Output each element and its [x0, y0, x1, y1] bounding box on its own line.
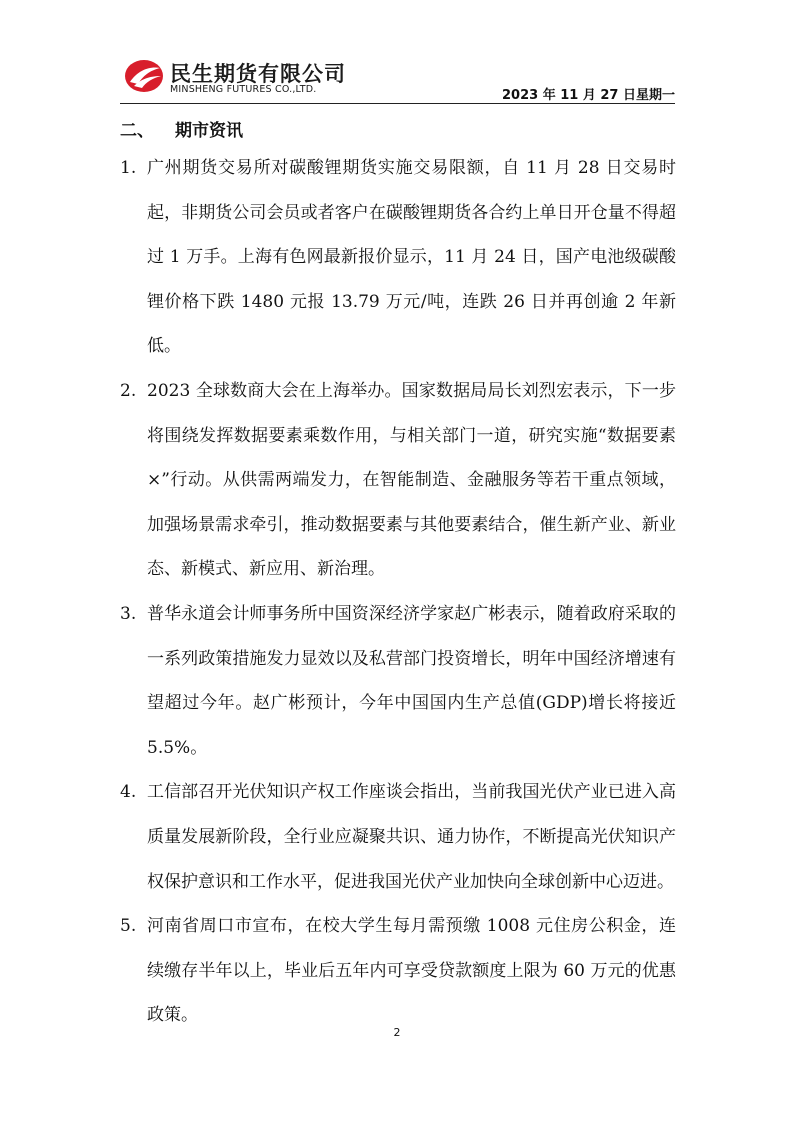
- news-item-number: 1.: [120, 158, 137, 178]
- company-logo: [124, 54, 364, 98]
- news-item-number: 4.: [120, 782, 137, 803]
- page-number: 2: [393, 1026, 401, 1039]
- news-item-4: [120, 770, 676, 904]
- news-item-1: [120, 146, 676, 369]
- section-heading: [120, 116, 243, 141]
- page-header: [120, 52, 675, 104]
- news-item-number: 3.: [120, 603, 137, 624]
- news-item-text: 河南省周口市宣布，在校大学生每月需预缴 1008 元住房公积金，连续缴存半年以上，毕业后五年内可享受贷款额度上限为 60 万元的优惠政策。: [147, 916, 676, 1026]
- news-item-text: 2023 全球数商大会在上海举办。国家数据局局长刘烈宏表示，下一步将围绕发挥数据要素乘数作用，与相关部门一道，研究实施“数据要素×”行动。从供需两端发力，在智能制造、金融服务等若干重点领域，加强场景需求牵引，推动数据要素与其他要素结合，催生新产业、新业态、新模式、新应用、新治理。: [147, 380, 676, 580]
- section-number: 二、: [120, 121, 154, 141]
- news-item-text: 普华永道会计师事务所中国资深经济学家赵广彬表示，随着政府采取的一系列政策措施发力显效以及私营部门投资增长，明年中国经济增速有望超过今年。赵广彬预计，今年中国国内生产总值(GDP)增长将接近 5.5%。: [147, 603, 676, 758]
- news-item-2: [120, 369, 676, 592]
- header-divider: [120, 103, 675, 104]
- minsheng-logo-icon: [124, 58, 164, 94]
- logo-chinese-name: 民生期货有限公司: [170, 62, 346, 86]
- news-item-3: [120, 592, 676, 770]
- news-item-text: 广州期货交易所对碳酸锂期货实施交易限额，自 11 月 28 日交易时起，非期货公司会员或者客户在碳酸锂期货各合约上单日开仓量不得超过 1 万手。上海有色网最新报价显示，11 月 24 日，国产电池级碳酸锂价格下跌 1480 元报 13.79 万元/吨，连跌 26 日并再创逾 2 年新低。: [147, 158, 676, 357]
- section-title: 期市资讯: [175, 121, 243, 141]
- news-list: [120, 146, 676, 1038]
- logo-english-name: MINSHENG FUTURES CO.,LTD.: [170, 84, 317, 95]
- news-item-5: [120, 904, 676, 1038]
- news-item-number: 5.: [120, 916, 137, 937]
- header-date: 2023 年 11 月 27 日星期一: [502, 88, 675, 103]
- news-item-text: 工信部召开光伏知识产权工作座谈会指出，当前我国光伏产业已进入高质量发展新阶段，全行业应凝聚共识、通力协作，不断提高光伏知识产权保护意识和工作水平，促进我国光伏产业加快向全球创新中心迈进。: [147, 782, 676, 892]
- news-item-number: 2.: [120, 380, 137, 401]
